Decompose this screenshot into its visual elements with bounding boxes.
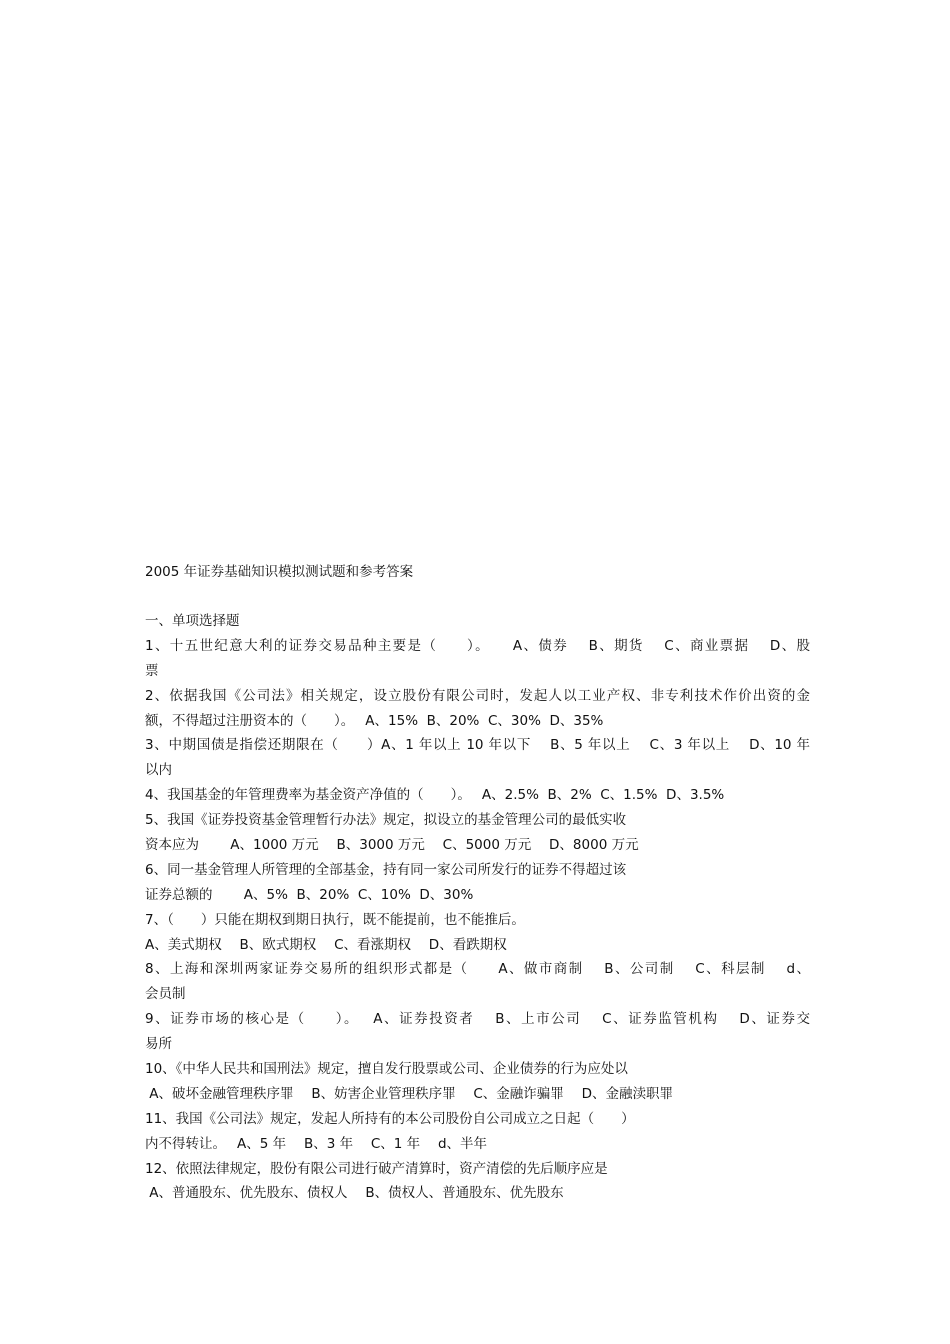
question-text-line: 5、我国《证券投资基金管理暂行办法》规定，拟设立的基金管理公司的最低实收: [145, 812, 627, 829]
question-text-line: 易所: [145, 1036, 172, 1053]
question-text-line: 4、我国基金的年管理费率为基金资产净值的（ ）。 A、2.5% B、2% C、1.5% D、3.5%: [145, 787, 725, 804]
question-text-line: 会员制: [145, 986, 186, 1003]
question-text-line: A、破坏金融管理秩序罪 B、妨害企业管理秩序罪 C、金融诈骗罪 D、金融渎职罪: [145, 1085, 673, 1102]
question-text-line: 资本应为 A、1000 万元 B、3000 万元 C、5000 万元 D、8000 万元: [145, 837, 639, 854]
question-text-line: A、普通股东、优先股东、债权人 B、债权人、普通股东、优先股东: [145, 1185, 564, 1202]
question-text-line: 6、同一基金管理人所管理的全部基金，持有同一家公司所发行的证券不得超过该: [145, 861, 627, 878]
question-text-line: 2、依据我国《公司法》相关规定，设立股份有限公司时，发起人以工业产权、非专利技术作价出资的金: [145, 687, 810, 704]
question-text-line: 以内: [145, 762, 172, 779]
question-text-line: 8、上海和深圳两家证券交易所的组织形式都是（ A、做市商制 B、公司制 C、科层制 d、: [145, 961, 810, 978]
question-text-line: 额，不得超过注册资本的（ ）。 A、15% B、20% C、30% D、35%: [145, 712, 604, 729]
question-list: [145, 609, 810, 1206]
question-text-line: 7、（ ）只能在期权到期日执行，既不能提前，也不能推后。: [145, 911, 525, 928]
section-heading: 一、单项选择题: [145, 613, 240, 629]
question-text-line: 3、中期国债是指偿还期限在（ ）A、1 年以上 10 年以下 B、5 年以上 C、3 年以上 D、10 年: [145, 737, 810, 754]
question-text-line: 1、十五世纪意大利的证券交易品种主要是（ ）。 A、债券 B、期货 C、商业票据 D、股: [145, 637, 810, 654]
question-text-line: 票: [145, 662, 159, 679]
question-text-line: 10、《中华人民共和国刑法》规定，擅自发行股票或公司、企业债券的行为应处以: [145, 1061, 628, 1078]
question-text-line: 12、依照法律规定，股份有限公司进行破产清算时，资产清偿的先后顺序应是: [145, 1160, 608, 1177]
question-text-line: A、美式期权 B、欧式期权 C、看涨期权 D、看跌期权: [145, 936, 507, 953]
question-text-line: 内不得转让。 A、5 年 B、3 年 C、1 年 d、半年: [145, 1135, 488, 1152]
question-text-line: 9、证券市场的核心是（ ）。 A、证券投资者 B、上市公司 C、证券监管机构 D、证券交: [145, 1011, 810, 1028]
question-text-line: 证券总额的 A、5% B、20% C、10% D、30%: [145, 886, 474, 903]
document-title: 2005 年证券基础知识模拟测试题和参考答案: [145, 564, 414, 580]
question-text-line: 11、我国《公司法》规定，发起人所持有的本公司股份自公司成立之日起（ ）: [145, 1110, 635, 1127]
